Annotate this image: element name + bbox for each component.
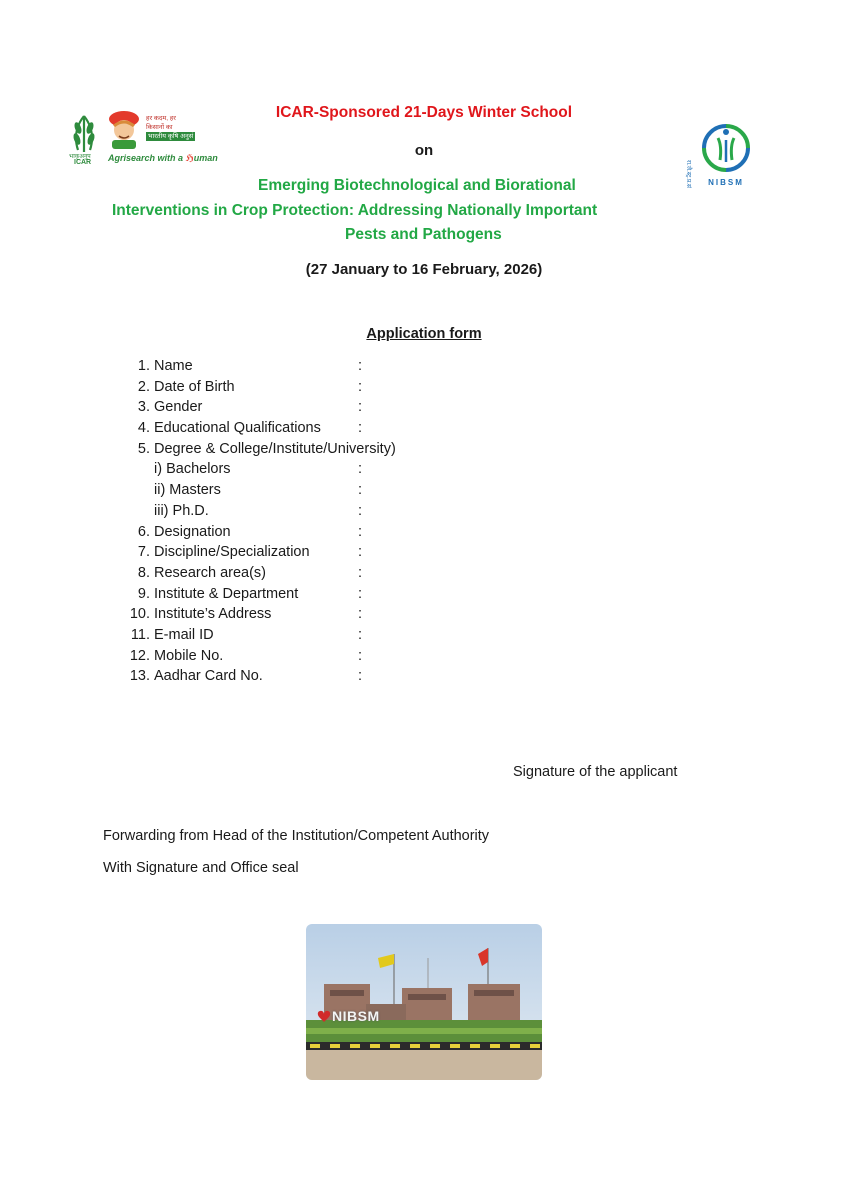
signature-label: Signature of the applicant	[513, 764, 678, 780]
form-fields	[128, 356, 428, 687]
agrisearch-tagline: Agrisearch with a ℌuman	[108, 153, 218, 163]
hindi-slogan: हर कदम, हर किसानों का भारतीय कृषि अनुसं	[146, 115, 194, 140]
icar-label: ICAR	[74, 159, 92, 166]
field-row: 7. Discipline/Specialization :	[137, 544, 363, 561]
field-row: 10. Institute’s Address :	[129, 606, 363, 623]
topic-line-1: Emerging Biotechnological and Biorational	[258, 177, 576, 194]
field-row: 11. E-mail ID :	[130, 626, 363, 643]
campus-building-image	[306, 924, 542, 1080]
school-title: ICAR-Sponsored 21-Days Winter School	[275, 104, 573, 121]
form-heading: Application form	[366, 326, 482, 342]
on-label: on	[414, 142, 434, 159]
nibsm-logo-text: NIBSM	[708, 178, 744, 187]
topic-line-3: Pests and Pathogens	[345, 226, 502, 243]
campus-sign-text: NIBSM	[332, 1008, 380, 1024]
field-row: 12. Mobile No. :	[129, 647, 363, 664]
field-row: 9. Institute & Department :	[137, 585, 363, 602]
field-row: 3. Gender :	[137, 399, 363, 416]
field-row: 8. Research area(s) :	[137, 564, 363, 581]
dates-label: (27 January to 16 February, 2026)	[305, 261, 543, 278]
campus-photo	[306, 924, 542, 1080]
nibsm-hindi: रा.जै.स्ट्र.प्र.सं	[685, 160, 691, 188]
field-row: 1. Name :	[137, 358, 363, 374]
h-mark: ℌ	[185, 153, 194, 163]
field-row: 4. Educational Qualifications :	[137, 420, 363, 437]
field-row: 13. Aadhar Card No. :	[129, 668, 363, 685]
field-row: i) Bachelors :	[154, 461, 363, 478]
topic-line-2: Interventions in Crop Protection: Addressing Nationally Important	[112, 201, 598, 219]
icar-hindi-label: भाकृअनुप	[69, 154, 91, 160]
forwarding-text: Forwarding from Head of the Institution/Competent Authority	[103, 828, 490, 844]
seal-text: With Signature and Office seal	[103, 860, 299, 876]
field-row: ii) Masters :	[154, 482, 363, 499]
field-row: 2. Date of Birth :	[137, 378, 363, 395]
field-row: iii) Ph.D. :	[154, 502, 363, 519]
topic-title	[0, 174, 848, 248]
field-row: 5. Degree & College/Institute/University)	[137, 440, 396, 457]
field-row: 6. Designation :	[137, 523, 363, 540]
